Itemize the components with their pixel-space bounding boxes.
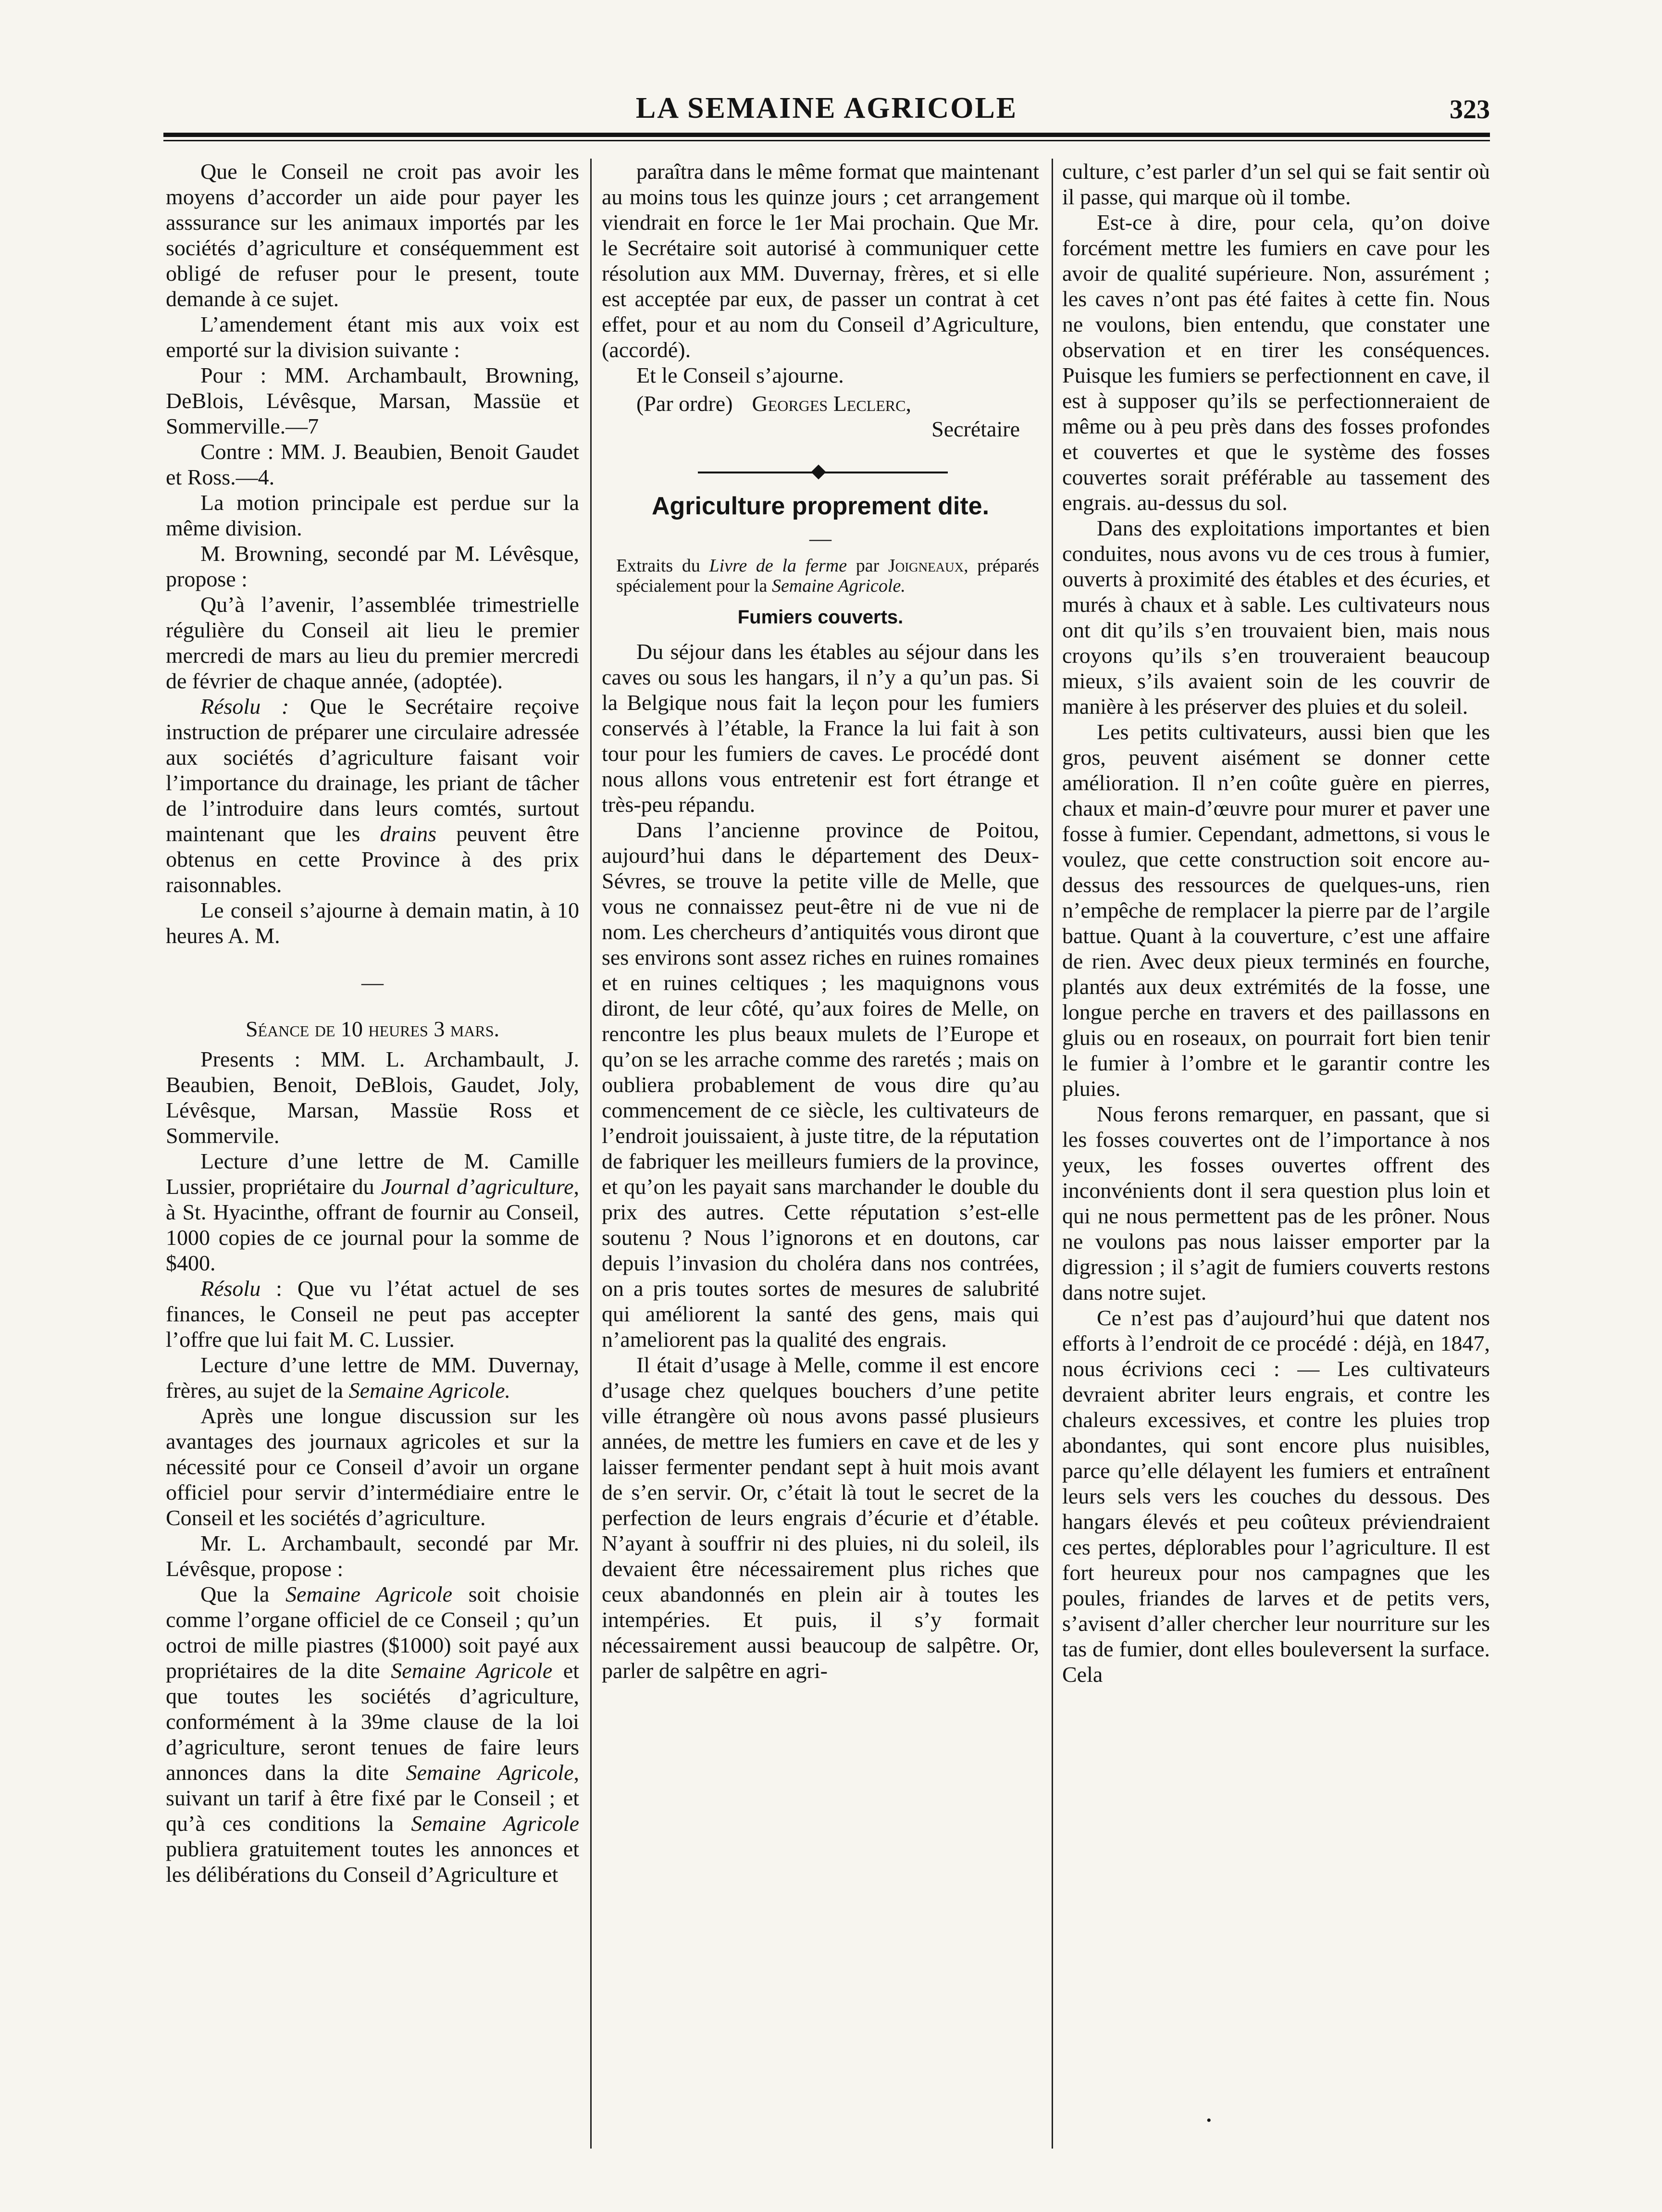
paragraph: Et le Conseil s’ajourne. bbox=[636, 363, 844, 387]
text-run: , à St. Hyacinthe, offrant de fournir au Conseil, 1000 copies de ce journal pour la somme de $400. bbox=[166, 1174, 579, 1275]
header-rule-thin bbox=[163, 140, 1490, 141]
resolution-label: Résolu bbox=[200, 1276, 261, 1301]
paragraph bbox=[166, 694, 579, 897]
paragraph: paraîtra dans le même format que maintenant au moins tous les quinze jours ; cet arrangement viendrait en force le 1er Mai prochain. Que Mr. le Secrétaire soit autorisé à communiquer cette résolution aux MM. Duvernay, frères, et si elle est acceptée par eux, de passer un contrat à cet effet, pour et au nom du Conseil d’Agriculture, (accordé). bbox=[602, 159, 1039, 362]
paragraph: Après une longue discussion sur les avantages des journaux agricoles et sur la nécessité pour ce Conseil d’avoir un organe officiel pour servir d’intermédiaire entre le Conseil et les sociétés d’agriculture. bbox=[166, 1404, 579, 1530]
paragraph: Dans des exploitations importantes et bien conduites, nous avons vu de ces trous à fumier, ouverts à proximité des étables et des écuries, et murés à chaux et à sable. Les cultivateurs nous ont dit qu’ils s’en trouvaient bien, mais nous croyons qu’ils s’en trouveraient beaucoup mieux, s’ils avaient soin de les couvrir de manière à les préserver des pluies et du soleil. bbox=[1062, 516, 1490, 719]
author-name: Joigneaux bbox=[888, 556, 964, 576]
resolution-label: Résolu : bbox=[200, 694, 289, 719]
separator-dash: — bbox=[809, 526, 831, 550]
paragraph: Ce n’est pas d’aujourd’hui que datent nos efforts à l’endroit de ce procédé : déjà, en 1847, nous écrivions ceci : — Les cultivateurs devraient abriter leurs engrais, et contre les chaleurs excessives, et contre les pluies trop abondantes, qui sont encore plus nuisibles, parce qu’elle délayent les fumiers et entraînent leurs sels vers les couches du dessous. Des hangars élevés et peu coûteux préviendraient ces pertes, déplorables pour l’agriculture. Il est fort heureux pour nos campagnes que les poules, friandes de larves et de petits vers, s’avisent d’aller chercher leur nourriture sur les tas de fumier, dont elles bouleversent la surface. Cela bbox=[1062, 1305, 1490, 1687]
journal-title: LA SEMAINE AGRICOLE bbox=[635, 92, 1018, 124]
emphasis: drains bbox=[380, 821, 437, 846]
column-2 bbox=[602, 159, 1039, 2149]
emphasis: Semaine Agricole bbox=[285, 1582, 453, 1606]
separator-dash: — bbox=[361, 970, 384, 994]
section-title: Agriculture proprement dite. bbox=[651, 492, 990, 520]
column-3 bbox=[1062, 159, 1490, 2149]
paragraph: Qu’à l’avenir, l’assemblée trimestrielle régulière du Conseil ait lieu le premier mercredi de mars au lieu du premier mercredi de février de chaque année, (adoptée). bbox=[166, 592, 579, 693]
text-run: , suivant un tarif à être fixé par le Conseil ; et qu’à ces conditions la bbox=[166, 1760, 579, 1836]
text-run: Que la bbox=[200, 1582, 286, 1606]
paragraph: Que le Conseil ne croit pas avoir les moyens d’accorder un aide pour payer les asssurance sur les animaux importés par les sociétés d’agriculture et conséquemment est obligé de refuser pour le present, toute demande à ce sujet. bbox=[166, 159, 579, 311]
paragraph: Nous ferons remarquer, en passant, que si les fosses couvertes ont de l’importance à nos yeux, les fosses ouvertes offrent des inconvénients dont il sera question plus loin et qui ne nous permettent pas de les prôner. Nous ne voulons pas nous laisser emporter par la digression ; il s’agit de fumiers couverts restons dans notre sujet. bbox=[1062, 1102, 1490, 1305]
page-number: 323 bbox=[1450, 95, 1490, 124]
paragraph: Dans l’ancienne province de Poitou, aujourd’hui dans le département des Deux-Sévres, se trouve la petite ville de Melle, que vous ne connaissez peut-être ni de vue ni de nom. Les chercheurs d’antiquités vous diront que ses environs sont assez riches en ruines romaines et en ruines celtiques ; les maquignons vous diront, de leur côté, qu’aux foires de Melle, on rencontre les plus beaux mulets de l’Europe et qu’on se les arrache comme des raretés ; mais on oubliera probablement de vous dire qu’au commencement de ce siècle, les cultivateurs de l’endroit jouissaient, à juste titre, de la réputation de fabriquer les meilleurs fumiers de la province, et qu’on les payait sans marchander le double du prix des autres. Cette réputation s’est-elle soutenu ? Nous l’ignorons et en doutons, car depuis l’invasion du choléra dans nos contrées, on a pris toutes sortes de mesures de salubrité qui améliorent la santé des gens, mais qui n’ameliorent pas la qualité des engrais. bbox=[602, 818, 1039, 1352]
paragraph: Mr. L. Archambault, secondé par Mr. Lévêsque, propose : bbox=[166, 1531, 579, 1581]
paragraph bbox=[166, 1581, 579, 1887]
signature-name: Georges Leclerc, bbox=[752, 391, 911, 416]
emphasis: Semaine Agricole. bbox=[348, 1378, 511, 1403]
signature-line bbox=[602, 391, 1039, 416]
header-rule-thick bbox=[163, 133, 1490, 137]
paragraph: Le conseil s’ajourne à demain matin, à 10 heures A. M. bbox=[166, 898, 579, 948]
session-heading: Séance de 10 heures 3 mars. bbox=[245, 1017, 500, 1041]
text-run: soit choisie comme l’organe officiel de ce Conseil ; qu’un octroi de mille piastres ($1000) soit payé aux propriétaires de la dite bbox=[166, 1582, 579, 1683]
text-run: et que toutes les sociétés d’agriculture, conformément à la 39me clause de la loi d’agriculture, seront tenues de faire leurs annonces dans la dite bbox=[166, 1658, 579, 1785]
paragraph: Du séjour dans les étables au séjour dans les caves ou sous les hangars, il n’y a qu’un pas. Si la Belgique nous fait la leçon pour les fumiers conservés à l’étable, la France la lui fait à son tour pour les fumiers de caves. Le procédé dont nous allons vous entretenir est fort étrange et très-peu répandu. bbox=[602, 639, 1039, 817]
paragraph: L’amendement étant mis aux voix est emporté sur la division suivante : bbox=[166, 312, 579, 362]
text-run: peuvent être obtenus en cette Province à des prix raisonnables. bbox=[166, 821, 579, 897]
signature-order: (Par ordre) bbox=[636, 391, 733, 416]
paragraph: Contre : MM. J. Beaubien, Benoit Gaudet et Ross.—4. bbox=[166, 439, 579, 489]
column-separator-1 bbox=[590, 159, 592, 2149]
emphasis: Semaine Agricole. bbox=[771, 576, 905, 596]
paragraph: Les petits cultivateurs, aussi bien que les gros, peuvent aisément se donner cette amélioration. Il n’en coûte guère en pierres, chaux et main-d’œuvre pour murer et paver une fosse à fumier. Cependant, admettons, si vous le voulez, que cette construction soit encore au-dessus des ressources de quelques-uns, rien n’empêche de remplacer la pierre par de l’argile battue. Quant à la couverture, c’est une affaire de rien. Avec deux pieux terminés en fourche, plantés aux deux extrémités de la fosse, une longue perche en travers et des paillassons en gluis ou en roseaux, on pourrait fort bien tenir le fumier à l’ombre et le garantir contre les pluies. bbox=[1062, 720, 1490, 1101]
paragraph bbox=[166, 1148, 579, 1276]
emphasis: Semaine Agricole bbox=[391, 1658, 553, 1683]
article-subtitle: Fumiers couverts. bbox=[737, 607, 904, 628]
masthead bbox=[163, 91, 1490, 135]
text-run: : Que vu l’état actuel de ses finances, le Conseil ne peut pas accepter l’offre que lui fait M. C. Lussier. bbox=[166, 1276, 579, 1352]
print-dot: • bbox=[1206, 2113, 1212, 2128]
paragraph: Il était d’usage à Melle, comme il est encore d’usage chez quelques bouchers d’une petite ville étrangère où nous avons passé plusieurs années, de mettre les fumiers en cave et de les y laisser fermenter pendant sept à huit mois avant de s’en servir. Or, c’était là tout le secret de la perfection de leurs engrais d’écurie et d’étable. N’ayant à souffrir ni des pluies, ni du soleil, ils devaient être nécessairement plus riches que ceux abandonnés en plein air à toutes les intempéries. Et puis, il s’y formait nécessairement aussi beaucoup de salpêtre. Or, parler de salpêtre en agri- bbox=[602, 1353, 1039, 1683]
paragraph bbox=[166, 1276, 579, 1352]
text-run: publiera gratuitement toutes les annonces et les délibérations du Conseil d’Agriculture et bbox=[166, 1837, 579, 1887]
ornament-diamond-icon bbox=[811, 464, 826, 479]
paragraph: Presents : MM. L. Archambault, J. Beaubien, Benoit, DeBlois, Gaudet, Joly, Lévêsque, Marsan, Massüe Ross et Sommervile. bbox=[166, 1047, 579, 1148]
text-run: par bbox=[847, 556, 888, 576]
paragraph: La motion principale est perdue sur la même division. bbox=[166, 490, 579, 540]
emphasis: Semaine Agricole bbox=[406, 1760, 574, 1785]
column-separator-2 bbox=[1052, 159, 1053, 2149]
paragraph: Est-ce à dire, pour cela, qu’on doive forcément mettre les fumiers en cave pour les avoir de qualité supérieure. Non, assurément ; les caves n’ont pas été faites à cette fin. Nous ne voulons, bien entendu, que constater une observation et en tirer les conséquences. Puisque les fumiers se perfectionnent en cave, il est à supposer qu’ils se perfectionneraient de même ou à peu près dans des fosses profondes et couvertes et que le système des fosses couvertes sorait préférable au tassement des engrais. au-dessus du sol. bbox=[1062, 210, 1490, 515]
column-1 bbox=[166, 159, 579, 2149]
paragraph: M. Browning, secondé par M. Lévêsque, propose : bbox=[166, 541, 579, 591]
signature-role: Secrétaire bbox=[931, 417, 1020, 441]
emphasis: Semaine Agricole bbox=[411, 1811, 579, 1836]
paragraph: Pour : MM. Archambault, Browning, DeBlois, Lévêsque, Marsan, Massüe et Sommerville.—7 bbox=[166, 363, 579, 438]
excerpt-note bbox=[602, 556, 1039, 596]
text-run: , préparés spécialement pour la bbox=[616, 556, 1039, 596]
text-run: Lecture d’une lettre de M. Camille Lussier, propriétaire du bbox=[166, 1149, 579, 1199]
text-run: Lecture d’une lettre de MM. Duvernay, frères, au sujet de la bbox=[166, 1353, 579, 1403]
ornamental-rule bbox=[602, 458, 1039, 487]
paragraph: culture, c’est parler d’un sel qui se fait sentir où il passe, qui marque où il tombe. bbox=[1062, 159, 1490, 209]
paragraph bbox=[166, 1352, 579, 1403]
emphasis: Livre de la ferme bbox=[709, 556, 847, 576]
text-run: Extraits du bbox=[616, 556, 709, 576]
emphasis: Journal d’agriculture bbox=[381, 1174, 574, 1199]
text-run: Que le Secrétaire reçoive instruction de préparer une circulaire adressée aux sociétés d’agriculture faisant voir l’importance du drainage, les priant de tâcher de l’introduire dans leurs comtés, surtout maintenant que les bbox=[166, 694, 579, 846]
